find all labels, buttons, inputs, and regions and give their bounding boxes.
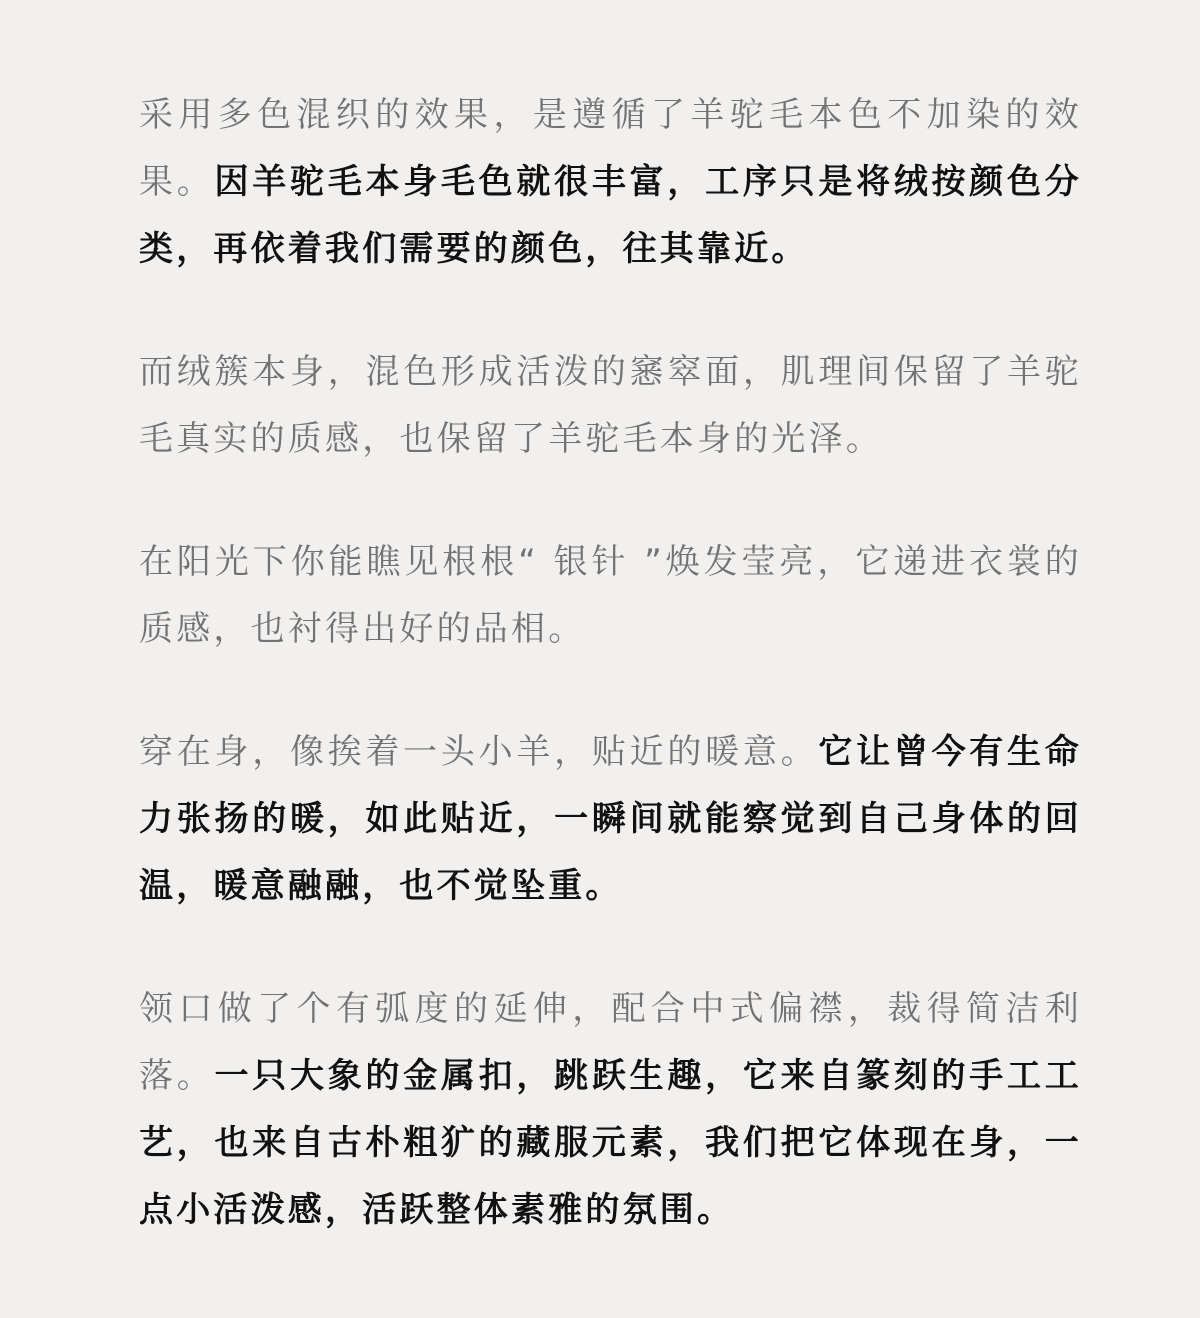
paragraph-4 (139, 719, 1082, 920)
paragraph-2-text: 而绒簇本身，混色形成活泼的窸窣面，肌理间保留了羊驼毛真实的质感，也保留了羊驼毛本身的光泽。 (139, 352, 1082, 459)
paragraph-1-bold-text: 因羊驼毛本身毛色就很丰富，工序只是将绒按颜色分类，再依着我们需要的颜色，往其靠近。 (139, 162, 1082, 269)
paragraph-4-text: 穿在身，像挨着一头小羊，贴近的暖意。 (139, 732, 819, 772)
paragraph-3 (139, 529, 1082, 663)
paragraph-3-text: 在阳光下你能瞧见根根“ 银针 ”焕发莹亮，它递进衣裳的质感，也衬得出好的品相。 (139, 542, 1082, 649)
paragraph-5 (139, 976, 1082, 1244)
paragraph-5-bold-text: 一只大象的金属扣，跳跃生趣，它来自篆刻的手工工艺，也来自古朴粗犷的藏服元素，我们把它体现在身，一点小活泼感，活跃整体素雅的氛围。 (139, 1056, 1082, 1230)
paragraph-1 (139, 82, 1082, 283)
paragraph-4-bold-text: 它让曾今有生命力张扬的暖，如此贴近，一瞬间就能察觉到自己身体的回温，暖意融融，也不觉坠重。 (139, 732, 1082, 906)
paragraph-2 (139, 339, 1082, 473)
paragraph-1-text: 采用多色混织的效果，是遵循了羊驼毛本色不加染的效果。 (139, 95, 1082, 202)
paragraph-5-text: 领口做了个有弧度的延伸，配合中式偏襟，裁得简洁利落。 (139, 989, 1082, 1096)
